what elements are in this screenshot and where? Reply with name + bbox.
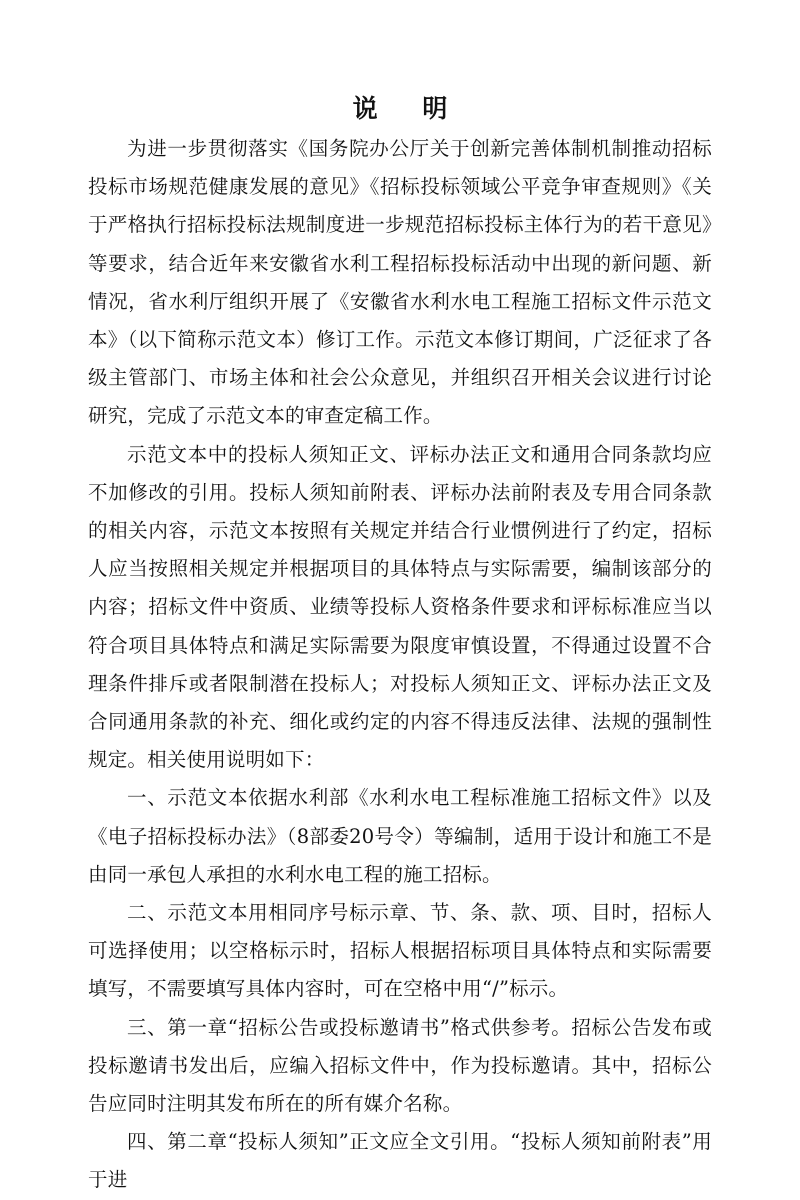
document-title: 说 明 [352, 94, 466, 123]
item-one-paragraph: 一、示范文本依据水利部《水利水电工程标准施工招标文件》以及《电子招标投标办法》（8部委20号令）等编制，适用于设计和施工不是由同一承包人承担的水利水电工程的施工招标。 [88, 786, 712, 886]
item-two-paragraph: 二、示范文本用相同序号标示章、节、条、款、项、目时，招标人可选择使用；以空格标示时，招标人根据招标项目具体特点和实际需要填写，不需要填写具体内容时，可在空格中用“/”标示。 [88, 901, 712, 1001]
document-body [88, 130, 712, 1200]
item-three-paragraph: 三、第一章“招标公告或投标邀请书”格式供参考。招标公告发布或投标邀请书发出后，应编入招标文件中，作为投标邀请。其中，招标公告应同时注明其发布所在的所有媒介名称。 [88, 1015, 712, 1116]
intro-paragraph: 为进一步贯彻落实《国务院办公厅关于创新完善体制机制推动招标投标市场规范健康发展的意见》《招标投标领域公平竞争审查规则》《关于严格执行招标投标法规制度进一步规范招标投标主体行为的若干意见》等要求，结合近年来安徽省水利工程招标投标活动中出现的新问题、新情况，省水利厅组织开展了《安徽省水利水电工程施工招标文件示范文本》（以下简称示范文本）修订工作。示范文本修订期间，广泛征求了各级主管部门、市场主体和社会公众意见，并组织召开相关会议进行讨论研究，完成了示范文本的审查定稿工作。 [88, 137, 712, 428]
item-four-paragraph: 四、第二章“投标人须知”正文应全文引用。“投标人须知前附表”用于进 [88, 1130, 712, 1192]
usage-paragraph: 示范文本中的投标人须知正文、评标办法正文和通用合同条款均应不加修改的引用。投标人须知前附表、评标办法前附表及专用合同条款的相关内容，示范文本按照有关规定并结合行业惯例进行了约定，招标人应当按照相关规定并根据项目的具体特点与实际需要，编制该部分的内容；招标文件中资质、业绩等投标人资格条件要求和评标标准应当以符合项目具体特点和满足实际需要为限度审慎设置，不得通过设置不合理条件排斥或者限制潜在投标人；对投标人须知正文、评标办法正文及合同通用条款的补充、细化或约定的内容不得违反法律、法规的强制性规定。相关使用说明如下： [88, 442, 712, 772]
